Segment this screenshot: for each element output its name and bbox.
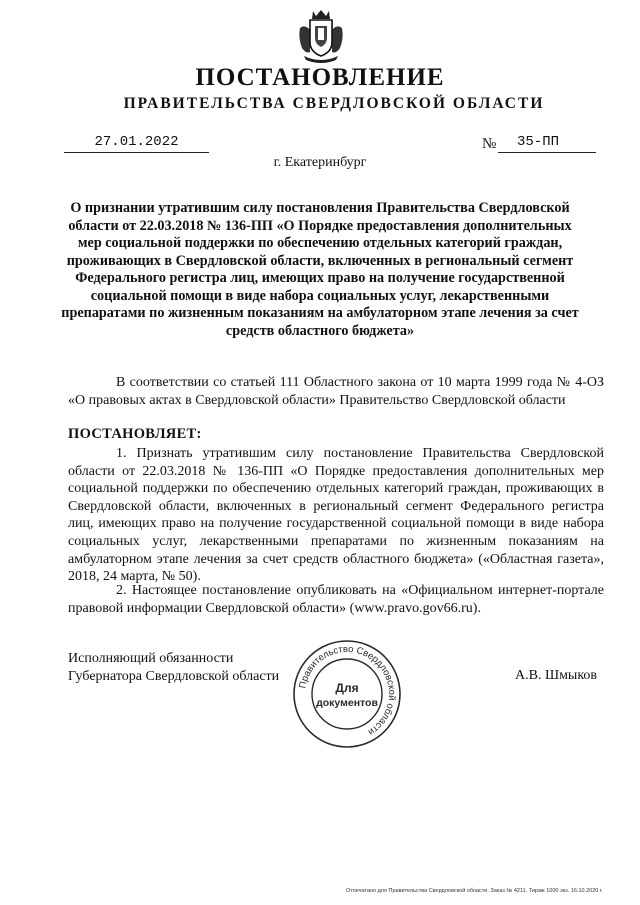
preamble-paragraph: В соответствии со статьей 111 Областного закона от 10 марта 1999 года № 4-ОЗ «О правовых актах в Свердловской области» Правительство Свердловской области <box>68 375 604 408</box>
stamp-center-line-2: документов <box>316 697 378 709</box>
coat-of-arms-icon <box>296 8 346 64</box>
official-stamp <box>291 638 403 750</box>
print-info-footer: Отпечатано для Правительства Свердловской области. Заказ № 4211. Тираж 1000 экз. 16.10.2020 г. <box>346 888 603 894</box>
item-1-paragraph: 1. Признать утратившим силу постановление Правительства Свердловской области от 22.03.2018 № 136-ПП «О Порядке предоставления дополнительных мер социальной поддержки по обеспечению отдельных категорий граждан, проживающих в Свердловской области, включенных в региональный сегмент Федерального регистра лиц, имеющих право на получение государственной социальной помощи в виде набора социальных услуг, лекарственными препаратами по жизненным показаниям на амбулаторном этапе лечения за счет средств областного бюджета» («Областная газета», 2018, 24 марта, № 50). <box>68 446 604 585</box>
position-line-1: Исполняющий обязанности <box>68 651 234 666</box>
item-2-paragraph: 2. Настоящее постановление опубликовать на «Официальном интернет-портале правовой информации Свердловской области» (www.pravo.gov66.ru). <box>68 583 604 616</box>
date-underline <box>64 152 209 153</box>
document-number: 35-ПП <box>516 134 559 150</box>
decree-word: ПОСТАНОВЛЯЕТ: <box>68 426 202 442</box>
signatory-position <box>68 650 279 686</box>
document-type-title: ПОСТАНОВЛЕНИЕ <box>195 64 445 91</box>
number-underline <box>498 152 596 153</box>
number-sign: № <box>482 136 497 152</box>
issuer-title: ПРАВИТЕЛЬСТВА СВЕРДЛОВСКОЙ ОБЛАСТИ <box>123 95 545 112</box>
document-heading: О признании утратившим силу постановления Правительства Свердловской области от 22.03.2018 № 136-ПП «О Порядке предоставления дополнительных мер социальной поддержки по обеспечению отдельных категорий граждан, проживающих в Свердловской области, включенных в региональный сегмент Федерального регистра лиц, имеющих право на получение государственной социальной помощи в виде набора социальных услуг, лекарственными препаратами по жизненным показаниям на амбулаторном этапе лечения за счет средств областного бюджета» <box>61 200 579 339</box>
stamp-center-line-1: Для <box>335 681 359 695</box>
stamp-ring-text: Правительство Свердловской области <box>297 643 398 738</box>
signatory-name: А.В. Шмыков <box>515 668 598 683</box>
document-date: 27.01.2022 <box>94 134 179 150</box>
city-line: г. Екатеринбург <box>273 155 367 170</box>
stamp-seal-icon <box>291 638 403 750</box>
position-line-2: Губернатора Свердловской области <box>68 669 280 684</box>
